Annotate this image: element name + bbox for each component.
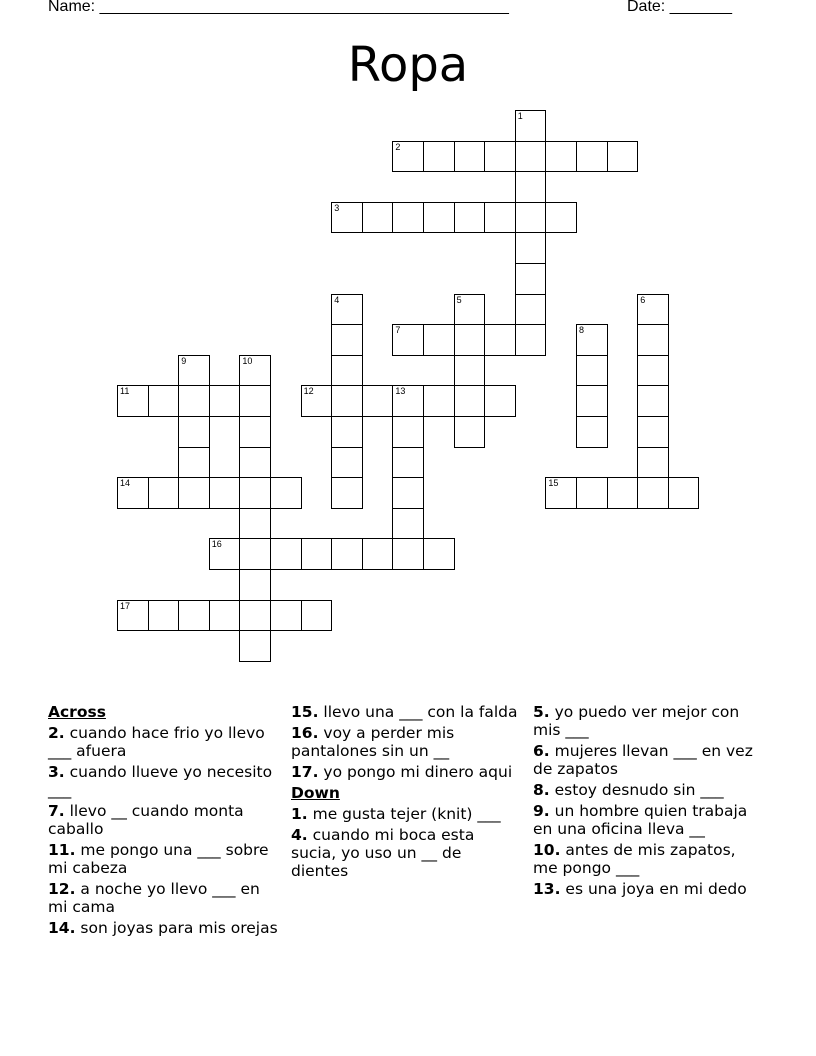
clue-number: 9. xyxy=(533,802,550,820)
clue-across-11 xyxy=(48,841,280,877)
clue-number-label: 12 xyxy=(303,386,314,397)
grid-cell[interactable] xyxy=(637,324,669,356)
clues-column-2 xyxy=(291,703,523,883)
clue-number: 12. xyxy=(48,880,76,898)
clue-down-4 xyxy=(291,826,523,880)
clues-column-1 xyxy=(48,703,280,940)
grid-cell[interactable] xyxy=(331,324,363,356)
grid-cell[interactable] xyxy=(576,324,608,356)
grid-cell[interactable] xyxy=(576,385,608,417)
clue-text: antes de mis zapatos, me pongo ___ xyxy=(533,841,736,877)
grid-cell[interactable] xyxy=(392,447,424,479)
grid-cell[interactable] xyxy=(331,385,363,417)
clue-number-label: 16 xyxy=(211,539,222,550)
grid-cell[interactable] xyxy=(545,141,577,173)
grid-cell[interactable] xyxy=(637,385,669,417)
clues-column-3 xyxy=(533,703,765,901)
grid-cell[interactable] xyxy=(301,600,333,632)
clue-number: 13. xyxy=(533,880,561,898)
grid-cell[interactable] xyxy=(239,477,271,509)
clue-number-label: 11 xyxy=(120,386,130,397)
grid-cell[interactable] xyxy=(239,447,271,479)
clue-number: 8. xyxy=(533,781,550,799)
clue-number-label: 7 xyxy=(395,325,401,336)
grid-cell[interactable] xyxy=(270,477,302,509)
clue-text: son joyas para mis orejas xyxy=(80,919,278,937)
clue-text: me gusta tejer (knit) ___ xyxy=(312,805,501,823)
clue-number: 4. xyxy=(291,826,308,844)
clue-number-label: 1 xyxy=(517,111,523,121)
clue-across-17 xyxy=(291,763,523,781)
clue-number: 3. xyxy=(48,763,65,781)
clue-number: 10. xyxy=(533,841,561,859)
clue-number-label: 6 xyxy=(640,294,646,305)
grid-cell[interactable] xyxy=(576,355,608,387)
date-field[interactable]: Date: _______ xyxy=(627,0,732,15)
grid-cell[interactable] xyxy=(331,538,363,570)
clue-number: 17. xyxy=(291,763,319,781)
grid-cell[interactable] xyxy=(484,385,516,417)
clue-down-8 xyxy=(533,781,765,799)
clue-number-label: 14 xyxy=(120,478,131,489)
clue-text: yo puedo ver mejor con mis ___ xyxy=(533,703,740,739)
grid-cell[interactable] xyxy=(484,202,516,234)
name-field[interactable]: Name: ______________________________________________ xyxy=(48,0,509,15)
grid-cell[interactable] xyxy=(423,538,455,570)
grid-cell[interactable] xyxy=(423,202,455,234)
clue-down-6 xyxy=(533,742,765,778)
grid-cell[interactable] xyxy=(392,477,424,509)
grid-cell[interactable] xyxy=(484,141,516,173)
grid-cell[interactable] xyxy=(178,477,210,509)
clue-number-label: 5 xyxy=(456,294,462,305)
clue-number-label: 9 xyxy=(181,355,187,366)
grid-cell[interactable] xyxy=(209,600,241,632)
grid-cell[interactable] xyxy=(148,385,180,417)
grid-cell[interactable] xyxy=(239,355,271,387)
grid-cell[interactable] xyxy=(209,477,241,509)
clue-across-16 xyxy=(291,724,523,760)
grid-cell[interactable] xyxy=(515,294,547,326)
grid-cell[interactable] xyxy=(637,477,669,509)
grid-cell[interactable] xyxy=(423,141,455,173)
grid-cell[interactable] xyxy=(239,569,271,601)
grid-cell[interactable] xyxy=(239,385,271,417)
grid-cell[interactable] xyxy=(484,324,516,356)
grid-cell[interactable] xyxy=(545,202,577,234)
clue-text: es una joya en mi dedo xyxy=(565,880,747,898)
grid-cell[interactable] xyxy=(515,202,547,234)
grid-cell[interactable] xyxy=(362,202,394,234)
grid-cell[interactable] xyxy=(392,416,424,448)
grid-cell[interactable] xyxy=(331,416,363,448)
clue-number-label: 4 xyxy=(334,294,340,305)
grid-cell[interactable] xyxy=(637,355,669,387)
clue-text: voy a perder mis pantalones sin un __ xyxy=(291,724,455,760)
clue-text: estoy desnudo sin ___ xyxy=(554,781,724,799)
grid-cell[interactable] xyxy=(515,324,547,356)
grid-cell[interactable] xyxy=(362,538,394,570)
clue-number: 16. xyxy=(291,724,319,742)
clue-number: 7. xyxy=(48,802,65,820)
grid-cell[interactable] xyxy=(576,477,608,509)
grid-cell[interactable] xyxy=(178,600,210,632)
clue-number: 2. xyxy=(48,724,65,742)
grid-cell[interactable] xyxy=(392,324,424,356)
grid-cell[interactable] xyxy=(117,385,149,417)
grid-cell[interactable] xyxy=(178,355,210,387)
grid-cell[interactable] xyxy=(637,294,669,326)
clue-down-13 xyxy=(533,880,765,898)
grid-cell[interactable] xyxy=(239,600,271,632)
clue-text: yo pongo mi dinero aqui xyxy=(323,763,513,781)
clue-text: cuando llueve yo necesito ___ xyxy=(48,763,273,799)
grid-cell[interactable] xyxy=(301,538,333,570)
clue-text: cuando mi boca esta sucia, yo uso un __ de dientes xyxy=(291,826,475,880)
grid-cell[interactable] xyxy=(239,416,271,448)
grid-cell[interactable] xyxy=(178,416,210,448)
grid-cell[interactable] xyxy=(331,477,363,509)
grid-cell[interactable] xyxy=(454,355,486,387)
grid-cell[interactable] xyxy=(515,110,547,142)
clue-across-2 xyxy=(48,724,280,760)
grid-cell[interactable] xyxy=(515,263,547,295)
grid-cell[interactable] xyxy=(515,232,547,264)
grid-cell[interactable] xyxy=(607,141,639,173)
grid-cell[interactable] xyxy=(239,538,271,570)
grid-cell[interactable] xyxy=(454,141,486,173)
across-heading: Across xyxy=(48,703,106,721)
grid-cell[interactable] xyxy=(392,141,424,173)
clue-number: 5. xyxy=(533,703,550,721)
grid-cell[interactable] xyxy=(392,508,424,540)
clue-number: 15. xyxy=(291,703,319,721)
clue-number: 14. xyxy=(48,919,76,937)
clue-across-7 xyxy=(48,802,280,838)
clue-down-5 xyxy=(533,703,765,739)
grid-cell[interactable] xyxy=(178,447,210,479)
grid-cell[interactable] xyxy=(668,477,700,509)
grid-cell[interactable] xyxy=(270,538,302,570)
grid-cell[interactable] xyxy=(117,477,149,509)
grid-cell[interactable] xyxy=(392,385,424,417)
grid-cell[interactable] xyxy=(454,416,486,448)
clue-number-label: 3 xyxy=(334,202,340,213)
clue-across-15 xyxy=(291,703,523,721)
clue-text: mujeres llevan ___ en vez de zapatos xyxy=(533,742,753,778)
grid-cell[interactable] xyxy=(454,324,486,356)
clue-across-14 xyxy=(48,919,280,937)
clue-text: llevo una ___ con la falda xyxy=(323,703,518,721)
grid-cell[interactable] xyxy=(270,600,302,632)
grid-cell[interactable] xyxy=(209,538,241,570)
grid-cell[interactable] xyxy=(392,202,424,234)
clue-number-label: 10 xyxy=(242,355,253,366)
clue-across-3 xyxy=(48,763,280,799)
grid-cell[interactable] xyxy=(117,600,149,632)
grid-cell[interactable] xyxy=(209,385,241,417)
grid-cell[interactable] xyxy=(607,477,639,509)
clue-down-1 xyxy=(291,805,523,823)
grid-cell[interactable] xyxy=(331,447,363,479)
grid-cell[interactable] xyxy=(331,202,363,234)
grid-cell[interactable] xyxy=(392,538,424,570)
clue-number-label: 15 xyxy=(548,478,559,489)
grid-cell[interactable] xyxy=(301,385,333,417)
clue-text: a noche yo llevo ___ en mi cama xyxy=(48,880,260,916)
grid-cell[interactable] xyxy=(637,416,669,448)
clue-number: 1. xyxy=(291,805,308,823)
clue-down-10 xyxy=(533,841,765,877)
clue-text: me pongo una ___ sobre mi cabeza xyxy=(48,841,269,877)
grid-cell[interactable] xyxy=(148,600,180,632)
grid-cell[interactable] xyxy=(515,171,547,203)
grid-cell[interactable] xyxy=(637,447,669,479)
grid-cell[interactable] xyxy=(331,294,363,326)
clue-number: 11. xyxy=(48,841,76,859)
clue-number-label: 2 xyxy=(395,141,401,152)
grid-cell[interactable] xyxy=(576,141,608,173)
grid-cell[interactable] xyxy=(515,141,547,173)
clue-across-12 xyxy=(48,880,280,916)
grid-cell[interactable] xyxy=(178,385,210,417)
grid-cell[interactable] xyxy=(423,324,455,356)
grid-cell[interactable] xyxy=(239,508,271,540)
grid-cell[interactable] xyxy=(148,477,180,509)
grid-cell[interactable] xyxy=(576,416,608,448)
grid-cell[interactable] xyxy=(423,385,455,417)
clue-text: un hombre quien trabaja en una oficina lleva __ xyxy=(533,802,748,838)
grid-cell[interactable] xyxy=(545,477,577,509)
grid-cell[interactable] xyxy=(331,355,363,387)
down-heading: Down xyxy=(291,784,340,802)
page-title: Ropa xyxy=(347,37,469,93)
clue-text: llevo __ cuando monta caballo xyxy=(48,802,244,838)
clue-number-label: 8 xyxy=(579,325,585,336)
clue-number: 6. xyxy=(533,742,550,760)
grid-cell[interactable] xyxy=(362,385,394,417)
grid-cell[interactable] xyxy=(454,202,486,234)
clue-number-label: 17 xyxy=(120,600,131,611)
grid-cell[interactable] xyxy=(454,385,486,417)
clue-down-9 xyxy=(533,802,765,838)
clue-text: cuando hace frio yo llevo ___ afuera xyxy=(48,724,265,760)
grid-cell[interactable] xyxy=(454,294,486,326)
grid-cell[interactable] xyxy=(239,630,271,662)
clue-number-label: 13 xyxy=(395,386,406,397)
